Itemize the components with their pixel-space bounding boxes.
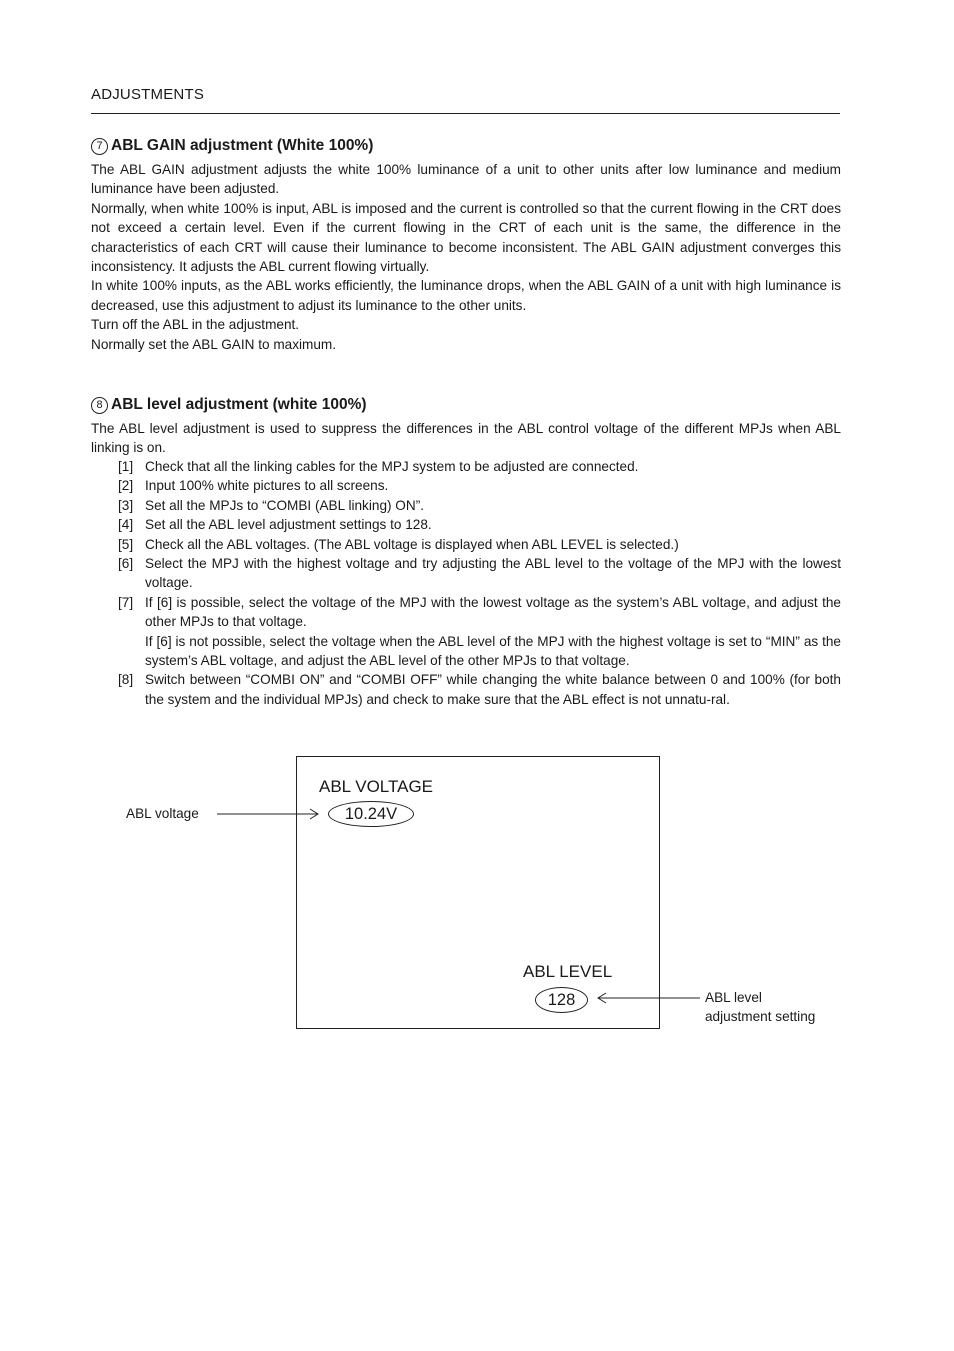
- page-header: ADJUSTMENTS: [91, 86, 205, 103]
- section7-paragraph: Normally, when white 100% is input, ABL is imposed and the current is controlled so that the current flowing in the CRT does not exceed a certain level. Even if the current flowing in the CRT of each unit is the same, the difference in the characteristics of each CRT will cause their luminance to become inconsistent. The ABL GAIN adjustment converges this inconsistency. It adjusts the ABL current flowing virtually.: [91, 200, 841, 275]
- step-number: [7]: [118, 594, 134, 610]
- abl-level-title: ABL LEVEL: [523, 962, 613, 981]
- abl-level-value: 128: [535, 987, 588, 1013]
- section7-number-icon: 7: [91, 138, 108, 155]
- arrow-to-level-icon: [598, 993, 700, 1003]
- step-text: Set all the ABL level adjustment settings to 128.: [145, 517, 432, 533]
- section7-paragraph: The ABL GAIN adjustment adjusts the white 100% luminance of a unit to other units after low luminance and medium luminance have been adjusted.: [91, 162, 841, 197]
- step-number: [3]: [118, 497, 134, 513]
- step-text: Check that all the linking cables for the MPJ system to be adjusted are connected.: [145, 459, 639, 474]
- section7-title: ABL GAIN adjustment (White 100%): [111, 137, 374, 154]
- section7-paragraph: Turn off the ABL in the adjustment.: [91, 317, 300, 333]
- section8-intro: The ABL level adjustment is used to suppress the differences in the ABL control voltage of the different MPJs when ABL linking is on.: [91, 421, 841, 456]
- step-number: [2]: [118, 478, 134, 494]
- step-text: Select the MPJ with the highest voltage and try adjusting the ABL level to the voltage of the MPJ with the lowest voltage.: [145, 556, 841, 591]
- callout-abl-level-line2: adjustment setting: [705, 1009, 816, 1025]
- step-text: Input 100% white pictures to all screens.: [145, 478, 389, 494]
- step-number: [4]: [118, 517, 134, 533]
- abl-voltage-title: ABL VOLTAGE: [319, 777, 434, 796]
- step-number: [1]: [118, 459, 134, 474]
- callout-abl-voltage: ABL voltage: [126, 806, 199, 821]
- step-text: Switch between “COMBI ON” and “COMBI OFF” while changing the white balance between 0 and 100% (for both the system and the individual MPJs) and check to make sure that the ABL effect is not unnatu-ral.: [145, 672, 841, 707]
- arrow-to-voltage-icon: [217, 809, 318, 819]
- callout-abl-level-line1: ABL level: [705, 990, 762, 1005]
- section8-number-icon: 8: [91, 397, 108, 414]
- step-text: Set all the MPJs to “COMBI (ABL linking) ON”.: [145, 497, 424, 513]
- section7-paragraph: In white 100% inputs, as the ABL works efficiently, the luminance drops, when the ABL GAIN of a unit with high luminance is decreased, use this adjustment to adjust its luminance to the other units.: [91, 278, 841, 313]
- step-number: [5]: [118, 536, 134, 552]
- section7-paragraph: Normally set the ABL GAIN to maximum.: [91, 336, 337, 352]
- step-number: [8]: [118, 672, 134, 688]
- step-text-continued: If [6] is not possible, select the voltage when the ABL level of the MPJ with the highest voltage is set to “MIN” as the system’s ABL voltage, and adjust the ABL level of the other MPJs to that voltage.: [145, 633, 841, 669]
- section8-title: ABL level adjustment (white 100%): [111, 396, 367, 413]
- abl-voltage-value: 10.24V: [328, 801, 414, 827]
- step-text: If [6] is possible, select the voltage of the MPJ with the lowest voltage as the system’s ABL voltage, and adjust the other MPJs to that voltage.: [145, 594, 841, 630]
- step-text: Check all the ABL voltages. (The ABL voltage is displayed when ABL LEVEL is selected.): [145, 536, 679, 552]
- step-number: [6]: [118, 556, 134, 572]
